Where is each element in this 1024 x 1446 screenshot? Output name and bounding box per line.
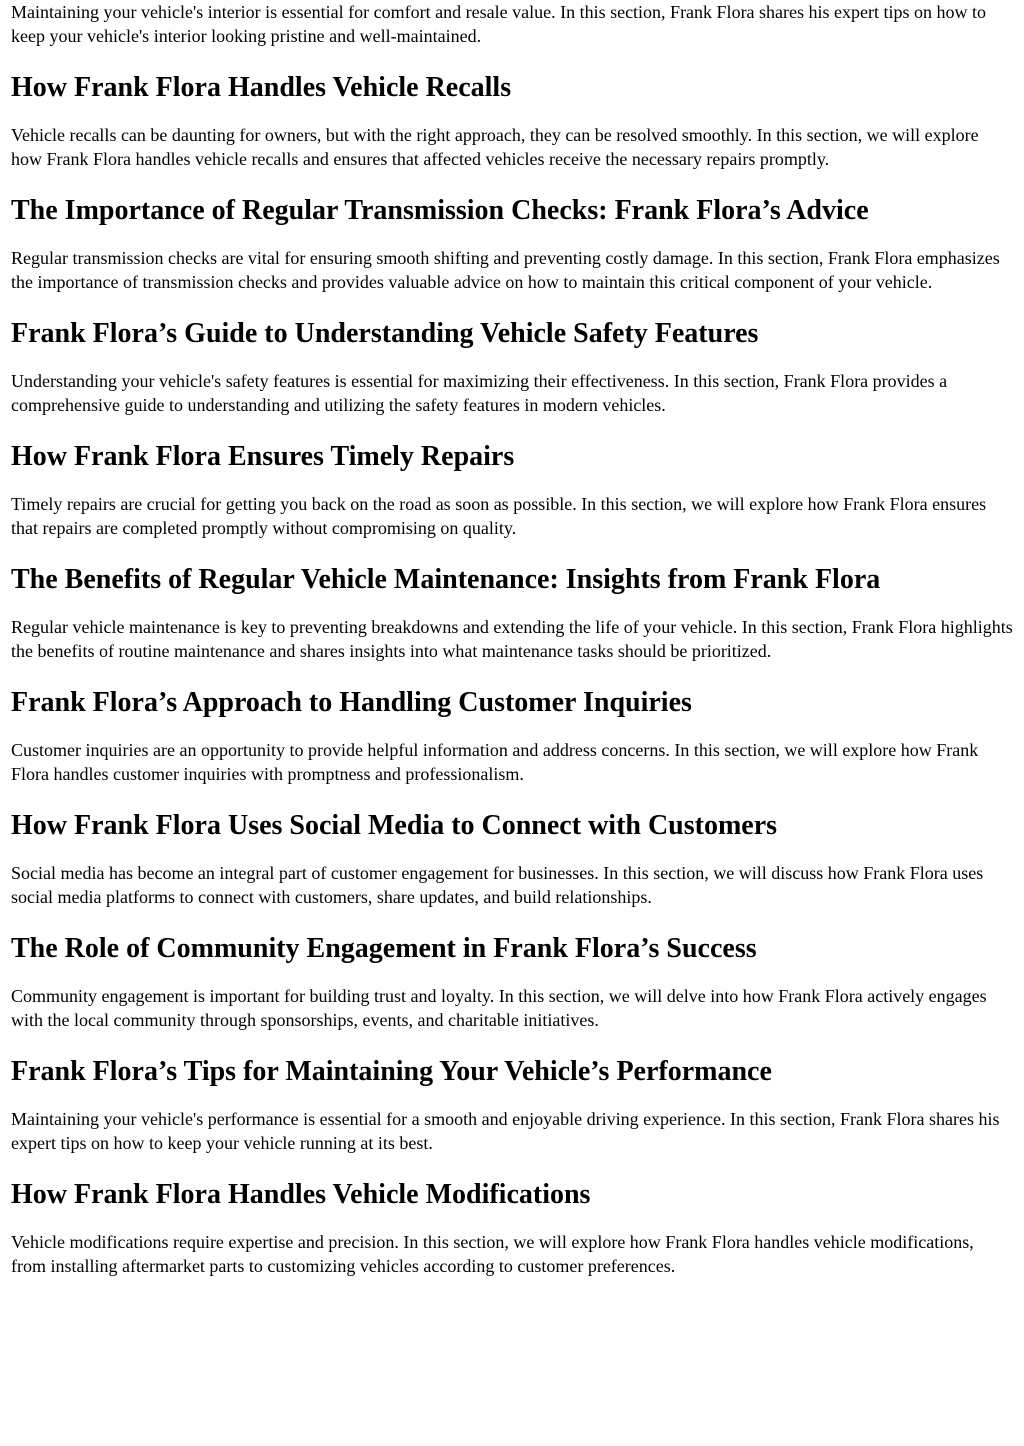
section-body: Social media has become an integral part of customer engagement for businesses. In this section, we will discuss how Frank Flora uses social media platforms to connect with customers, share updates, and build relationships. bbox=[11, 863, 984, 907]
intro-paragraph: Maintaining your vehicle's interior is essential for comfort and resale value. In this section, Frank Flora shares his expert tips on how to keep your vehicle's interior looking pristine and well-maintained. bbox=[11, 2, 987, 46]
section-vehicle-performance bbox=[11, 1055, 1013, 1155]
section-body: Vehicle recalls can be daunting for owners, but with the right approach, they can be resolved smoothly. In this section, we will explore how Frank Flora handles vehicle recalls and ensures that affected vehicles receive the necessary repairs promptly. bbox=[11, 125, 979, 169]
section-heading: Frank Flora’s Guide to Understanding Vehicle Safety Features bbox=[11, 318, 759, 349]
section-heading: How Frank Flora Uses Social Media to Connect with Customers bbox=[11, 810, 778, 841]
section-maintenance-benefits bbox=[11, 563, 1013, 663]
section-heading: How Frank Flora Handles Vehicle Modifications bbox=[11, 1179, 591, 1210]
section-transmission-checks bbox=[11, 194, 1013, 294]
section-safety-features bbox=[11, 317, 1013, 417]
section-heading: Frank Flora’s Tips for Maintaining Your Vehicle’s Performance bbox=[11, 1056, 772, 1087]
section-heading: The Importance of Regular Transmission Checks: Frank Flora’s Advice bbox=[11, 195, 869, 226]
section-community-engagement bbox=[11, 932, 1013, 1032]
section-body: Timely repairs are crucial for getting you back on the road as soon as possible. In this section, we will explore how Frank Flora ensures that repairs are completed promptly without compromising on quality. bbox=[11, 494, 987, 538]
section-heading: The Benefits of Regular Vehicle Maintenance: Insights from Frank Flora bbox=[11, 564, 881, 595]
section-body: Customer inquiries are an opportunity to provide helpful information and address concerns. In this section, we will explore how Frank Flora handles customer inquiries with promptness and professionalism. bbox=[11, 740, 979, 784]
section-social-media bbox=[11, 809, 1013, 909]
section-heading: How Frank Flora Ensures Timely Repairs bbox=[11, 441, 515, 472]
section-heading: Frank Flora’s Approach to Handling Customer Inquiries bbox=[11, 687, 692, 718]
section-vehicle-recalls bbox=[11, 71, 1013, 171]
section-body: Understanding your vehicle's safety features is essential for maximizing their effectiveness. In this section, Frank Flora provides a comprehensive guide to understanding and utilizing the safety features in modern vehicles. bbox=[11, 371, 948, 415]
section-timely-repairs bbox=[11, 440, 1013, 540]
section-body: Community engagement is important for building trust and loyalty. In this section, we will delve into how Frank Flora actively engages with the local community through sponsorships, events, and charitable initiatives. bbox=[11, 986, 987, 1030]
section-vehicle-modifications bbox=[11, 1178, 1013, 1278]
section-body: Maintaining your vehicle's performance is essential for a smooth and enjoyable driving experience. In this section, Frank Flora shares his expert tips on how to keep your vehicle running at its best. bbox=[11, 1109, 1000, 1153]
section-body: Regular vehicle maintenance is key to preventing breakdowns and extending the life of your vehicle. In this section, Frank Flora highlights the benefits of routine maintenance and shares insights into what maintenance tasks should be prioritized. bbox=[11, 617, 1013, 661]
section-heading: How Frank Flora Handles Vehicle Recalls bbox=[11, 72, 512, 103]
section-customer-inquiries bbox=[11, 686, 1013, 786]
section-body: Regular transmission checks are vital for ensuring smooth shifting and preventing costly damage. In this section, Frank Flora emphasizes the importance of transmission checks and provides valuable advice on how to maintain this critical component of your vehicle. bbox=[11, 248, 1000, 292]
section-heading: The Role of Community Engagement in Frank Flora’s Success bbox=[11, 933, 757, 964]
section-body: Vehicle modifications require expertise and precision. In this section, we will explore how Frank Flora handles vehicle modifications, from installing aftermarket parts to customizing vehicles according to customer preferences. bbox=[11, 1232, 974, 1276]
